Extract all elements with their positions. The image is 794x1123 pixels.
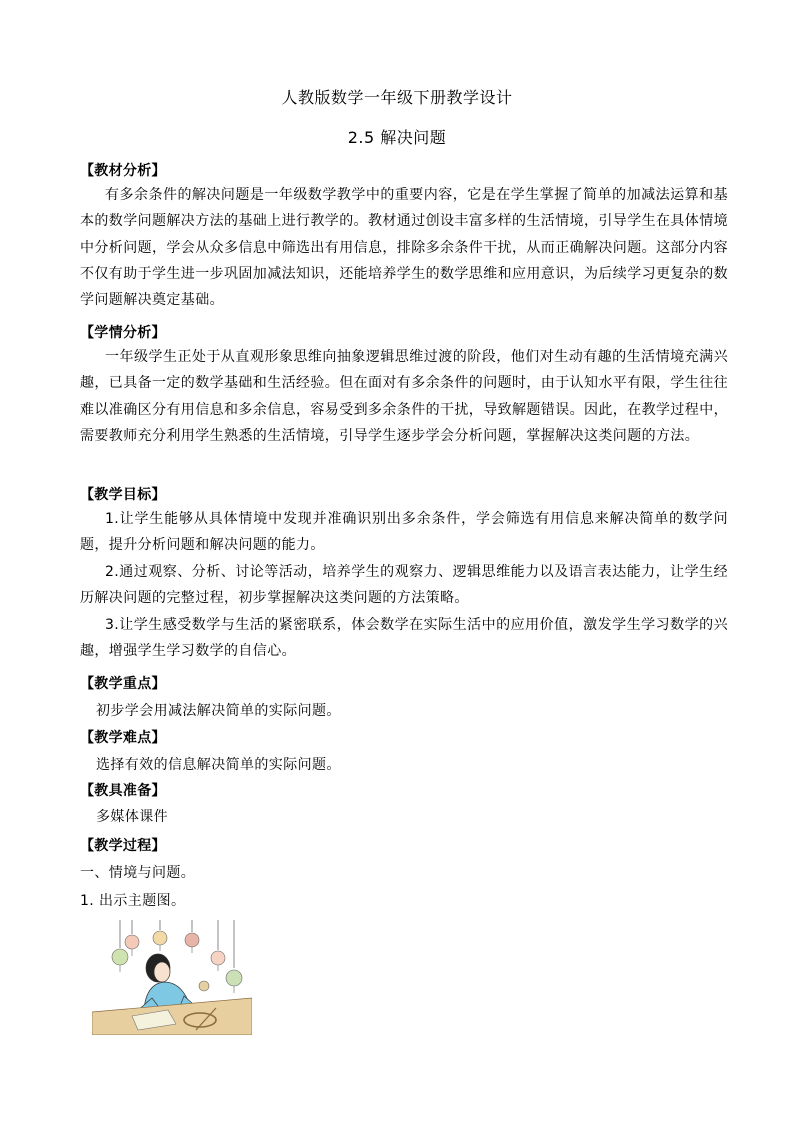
document-title: 人教版数学一年级下册教学设计 [281,88,513,107]
document-subtitle: 2.5 解决问题 [347,128,447,147]
section-heading-students: 【学情分析】 [80,325,166,341]
process-step-1: 一、情境与问题。 [80,865,196,881]
section-text-tools: 多媒体课件 [96,809,168,825]
section-text-difficulty: 选择有效的信息解决简单的实际问题。 [96,757,341,773]
section-heading-key-point: 【教学重点】 [80,676,166,692]
theme-illustration [92,920,252,1035]
section-text-key-point: 初步学会用减法解决简单的实际问题。 [96,703,341,719]
section-heading-process: 【教学过程】 [80,838,166,854]
section-heading-difficulty: 【教学难点】 [80,730,166,746]
section-heading-tools: 【教具准备】 [80,783,166,799]
section-text-students: 一年级学生正处于从直观形象思维向抽象逻辑思维过渡的阶段，他们对生动有趣的生活情境充满兴趣，已具备一定的数学基础和生活经验。但在面对有多余条件的问题时，由于认知水平有限，学生往往难以准确区分有用信息和多余信息，容易受到多余条件的干扰，导致解题错误。因此，在教学过程中，需要教师充分利用学生熟悉的生活情境，引导学生逐步学会分析问题，掌握解决这类问题的方法。 [80,349,728,444]
process-step-1-1: 1. 出示主题图。 [80,893,186,909]
goal-item-1: 1.让学生能够从具体情境中发现并准确识别出多余条件，学会筛选有用信息来解决简单的数学问题，提升分析问题和解决问题的能力。 [80,511,728,554]
section-heading-material: 【教材分析】 [80,163,166,179]
goal-item-2: 2.通过观察、分析、讨论等活动，培养学生的观察力、逻辑思维能力以及语言表达能力，让学生经历解决问题的完整过程，初步掌握解决这类问题的方法策略。 [80,564,728,607]
section-text-material: 有多余条件的解决问题是一年级数学教学中的重要内容，它是在学生掌握了简单的加减法运算和基本的数学问题解决方法的基础上进行教学的。教材通过创设丰富多样的生活情境，引导学生在具体情境中分析问题，学会从众多信息中筛选出有用信息，排除多余条件干扰，从而正确解决问题。这部分内容不仅有助于学生进一步巩固加减法知识，还能培养学生的数学思维和应用意识，为后续学习更复杂的数学问题解决奠定基础。 [80,187,728,309]
section-heading-goals: 【教学目标】 [80,487,166,503]
goal-item-3: 3.让学生感受数学与生活的紧密联系，体会数学在实际生活中的应用价值，激发学生学习数学的兴趣，增强学生学习数学的自信心。 [80,617,728,660]
